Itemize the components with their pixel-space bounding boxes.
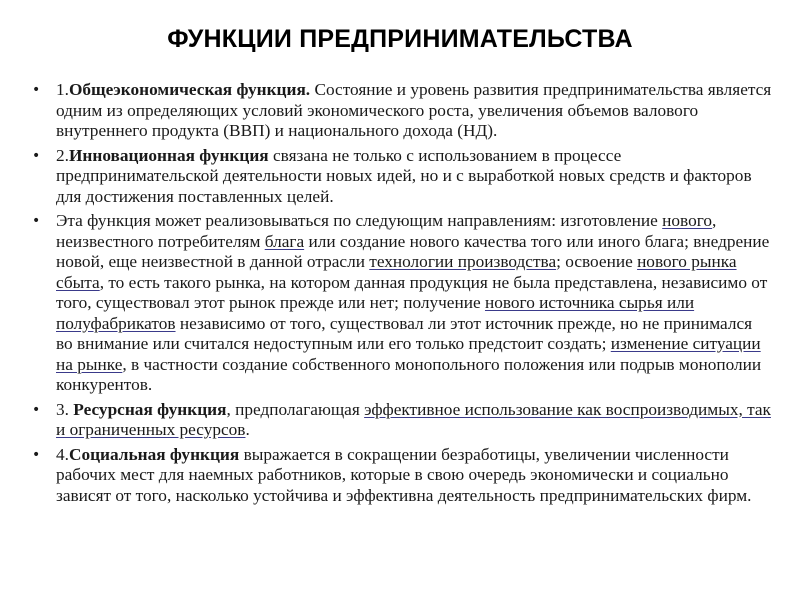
list-item-directions xyxy=(32,211,772,396)
item-number: 1. xyxy=(56,80,69,99)
page-title: ФУНКЦИИ ПРЕДПРИНИМАТЕЛЬСТВА xyxy=(167,25,633,53)
item-number: 3. xyxy=(56,399,74,419)
bullet-icon: • xyxy=(32,213,41,229)
link-production-technology[interactable]: технологии производства xyxy=(369,252,557,271)
link-new-market[interactable]: нового рынка сбыта xyxy=(56,252,737,292)
item-number: 4. xyxy=(56,444,69,464)
item-text: связана не только с использованием в процессе предпринимательской деятельности новых идей, но и с выработкой новых средств и факторов для достижения поставленных целей. xyxy=(56,145,752,206)
item-text: Эта функция может реализовываться по следующим направлениям: изготовление xyxy=(56,211,663,230)
item-text: , то есть такого рынка, на котором данная продукция не была представлена, независимо от того, существовал этот рынок прежде или нет; получение xyxy=(56,272,768,312)
item-heading: Социальная функция xyxy=(68,444,240,464)
item-number: 2. xyxy=(56,145,69,165)
item-text: выражается в сокращении безработицы, увеличении численности рабочих мест для наемных работников, которые в свою очередь экономически и социально зависят от того, насколько устойчива и эффективна деятельность предпринимательских фирм. xyxy=(56,444,752,505)
item-text: ; освоение xyxy=(556,252,638,271)
item-heading: Ресурсная функция xyxy=(73,399,227,419)
link-new-raw-source[interactable]: нового источника сырья или полуфабрикатов xyxy=(56,293,695,333)
link-new[interactable]: нового xyxy=(662,211,713,230)
bullet-icon: • xyxy=(32,82,41,98)
item-heading: Общеэкономическая функция. xyxy=(68,80,311,99)
list-item-resource xyxy=(32,400,772,441)
link-goods[interactable]: блага xyxy=(264,231,305,251)
link-efficient-use[interactable]: эффективное использование как воспроизводимых, так и ограниченных ресурсов xyxy=(56,399,771,439)
item-text: . xyxy=(245,420,250,439)
item-text: , предполагающая xyxy=(226,399,365,419)
item-text: или создание нового качества того или иного блага; внедрение новой, еще неизвестной в данной отрасли xyxy=(56,231,770,271)
list-item-innovation xyxy=(32,146,772,208)
list-item-social xyxy=(32,445,772,507)
bullet-icon: • xyxy=(32,446,41,463)
bullet-icon: • xyxy=(32,147,41,164)
bullet-icon: • xyxy=(32,401,41,418)
item-text: Состояние и уровень развития предпринимательства является одним из определяющих условий экономического роста, увеличения объемов валового внутреннего продукта (ВВП) и национального дохода (НД). xyxy=(56,80,772,140)
link-market-change[interactable]: изменение ситуации на рынке xyxy=(56,334,761,374)
item-heading: Инновационная функция xyxy=(68,145,269,165)
item-text: , в частности создание собственного монопольного положения или подрыв монополии конкурентов. xyxy=(56,354,762,394)
functions-list xyxy=(32,80,772,510)
item-text: , неизвестного потребителям xyxy=(56,211,717,251)
list-item-general-economic xyxy=(32,80,772,142)
item-text: независимо от того, существовал ли этот источник прежде, но не принимался во внимание или считался недоступным или его только предстоит создать; xyxy=(56,313,753,353)
